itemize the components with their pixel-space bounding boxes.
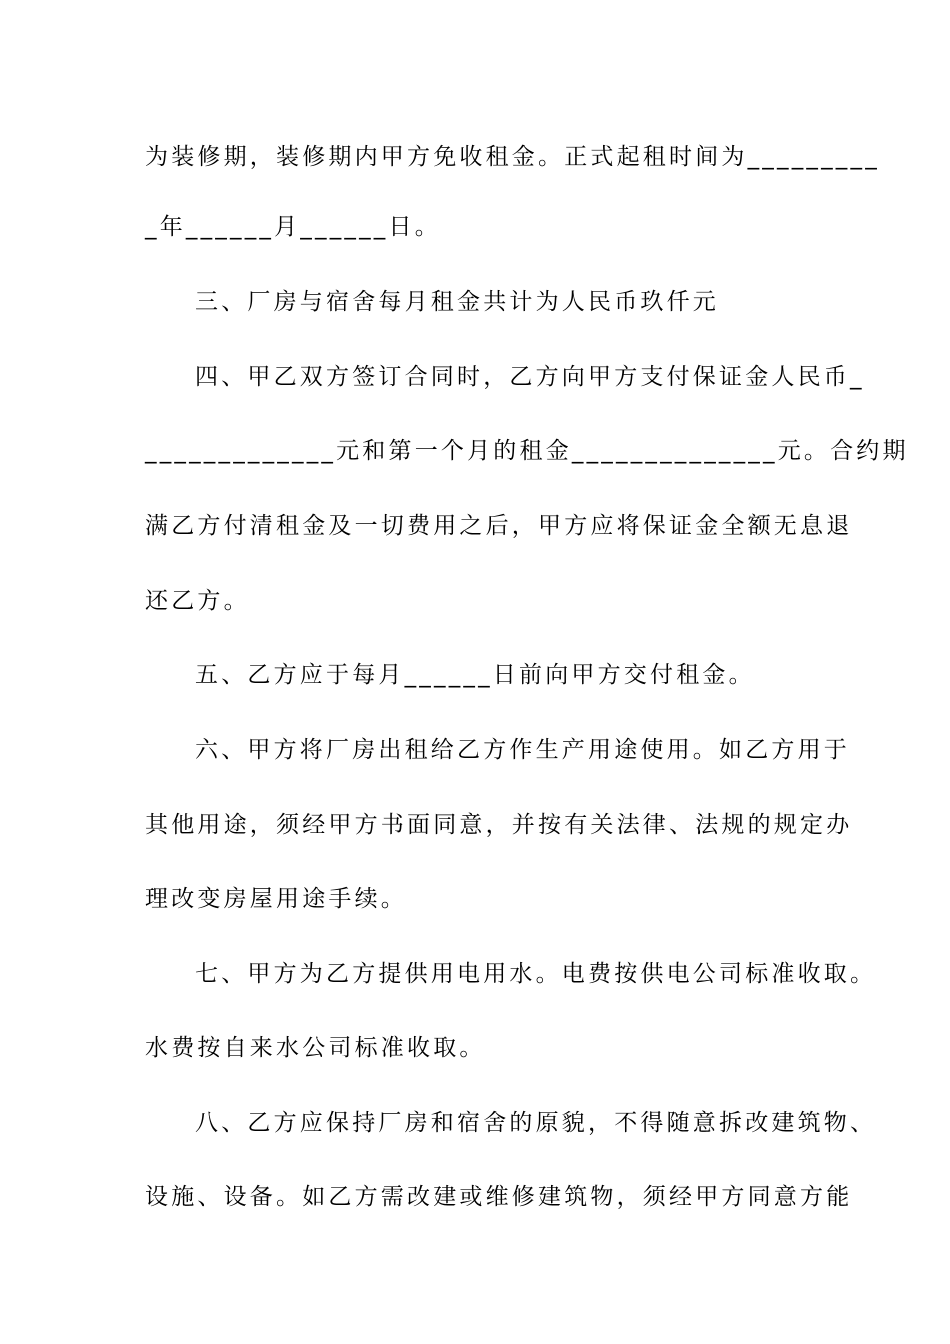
text-line-12: 七、甲方为乙方提供用电用水。电费按供电公司标准收取。 bbox=[195, 961, 877, 987]
text-line-1: 为装修期，装修期内甲方免收租金。正式起租时间为_________ bbox=[145, 144, 880, 170]
text-line-14: 八、乙方应保持厂房和宿舍的原貌，不得随意拆改建筑物、 bbox=[195, 1110, 877, 1136]
text-line-5: _____________元和第一个月的租金______________元。合约期 bbox=[145, 438, 909, 464]
text-line-2: _年______月______日。 bbox=[145, 214, 441, 240]
text-line-9: 六、甲方将厂房出租给乙方作生产用途使用。如乙方用于 bbox=[195, 737, 850, 763]
text-line-4: 四、甲乙双方签订合同时，乙方向甲方支付保证金人民币_ bbox=[195, 364, 865, 390]
text-line-7: 还乙方。 bbox=[145, 588, 250, 614]
text-line-13: 水费按自来水公司标准收取。 bbox=[145, 1035, 486, 1061]
text-line-15: 设施、设备。如乙方需改建或维修建筑物，须经甲方同意方能 bbox=[145, 1184, 853, 1210]
text-line-11: 理改变房屋用途手续。 bbox=[145, 886, 407, 912]
text-line-6: 满乙方付清租金及一切费用之后，甲方应将保证金全额无息退 bbox=[145, 513, 853, 539]
text-line-8: 五、乙方应于每月______日前向甲方交付租金。 bbox=[195, 662, 755, 688]
text-line-3: 三、厂房与宿舍每月租金共计为人民币玖仟元 bbox=[195, 289, 719, 315]
text-line-10: 其他用途，须经甲方书面同意，并按有关法律、法规的规定办 bbox=[145, 812, 853, 838]
